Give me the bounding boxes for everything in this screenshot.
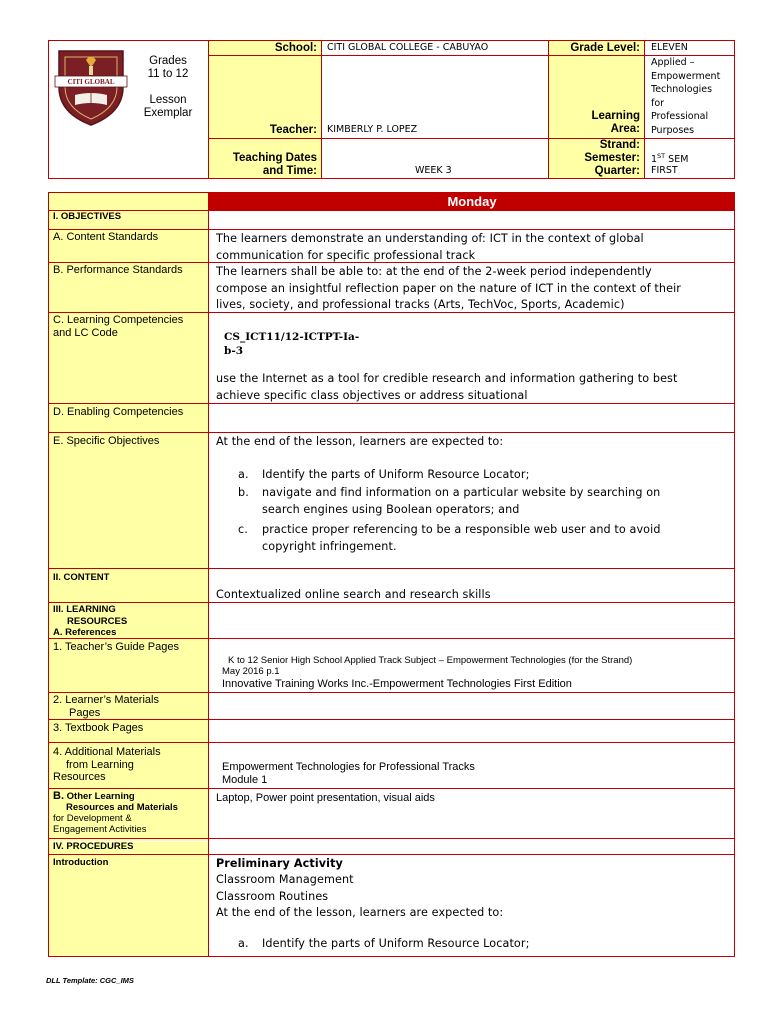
- teachers-guide-text-1: K to 12 Senior High School Applied Track Subject – Empowerment Technologies (for the Strand): [228, 655, 633, 666]
- teacher-label: Teacher:: [269, 124, 317, 136]
- teaching-dates-label: Teaching Dates and Time:: [232, 152, 317, 177]
- competencies-text: use the Internet as a tool for credible research and information gathering to best achieve specific class objectives or address situational: [216, 372, 678, 402]
- lc-code: CS_ICT11/12-ICTPT-Ia- b-3: [224, 331, 360, 357]
- additional-materials-text: Empowerment Technologies for Professional Tracks Module 1: [222, 761, 475, 786]
- competencies-label: C. Learning Competencies and LC Code: [53, 314, 184, 339]
- performance-standards-label: B. Performance Standards: [53, 264, 183, 276]
- label-column: [49, 193, 208, 841]
- introduction-lines: Classroom Management Classroom Routines At the end of the lesson, learners are expected to:: [216, 873, 504, 919]
- teacher-value: KIMBERLY P. LOPEZ: [327, 124, 418, 135]
- day-header-text: Monday: [447, 194, 497, 209]
- school-value: CITI GLOBAL COLLEGE - CABUYAO: [327, 42, 489, 53]
- specific-item-b: navigate and find information on a particular website by searching on search engines using Boolean operators; and: [262, 486, 661, 516]
- learners-materials-label: 2. Learner’s Materials Pages: [53, 694, 159, 719]
- additional-materials-label: 4. Additional Materials from Learning Resources: [53, 746, 161, 783]
- learning-area-label: Learning Area:: [591, 110, 640, 135]
- teachers-guide-label: 1. Teacher’s Guide Pages: [53, 641, 179, 653]
- introduction-title: Preliminary Activity: [216, 857, 343, 870]
- content-text: Contextualized online search and research skills: [216, 588, 491, 601]
- teachers-guide-text-3: Innovative Training Works Inc.-Empowerment Technologies First Edition: [222, 678, 572, 690]
- textbook-pages-label: 3. Textbook Pages: [53, 722, 144, 734]
- enabling-competencies-label: D. Enabling Competencies: [53, 406, 184, 418]
- specific-item-a: Identify the parts of Uniform Resource Locator;: [262, 468, 530, 481]
- objectives-heading: I. OBJECTIVES: [53, 211, 122, 222]
- semester-label: Semester:: [584, 152, 640, 164]
- specific-item-c-marker: c.: [238, 523, 248, 536]
- resources-heading: III. LEARNING RESOURCES A. References: [53, 604, 128, 638]
- introduction-label: Introduction: [53, 857, 109, 868]
- grade-level-label: Grade Level:: [570, 42, 640, 54]
- school-label: School:: [274, 42, 317, 54]
- teaching-dates-value: WEEK 3: [415, 165, 452, 176]
- school-logo: [53, 47, 129, 127]
- introduction-item: Identify the parts of Uniform Resource Locator;: [262, 937, 530, 950]
- other-resources-text: Laptop, Power point presentation, visual aids: [216, 792, 435, 804]
- semester-value: 1ST SEM: [651, 152, 689, 165]
- specific-item-a-marker: a.: [238, 468, 249, 481]
- specific-objectives-label: E. Specific Objectives: [53, 435, 160, 447]
- grades-label: Grades 11 to 12: [147, 55, 189, 80]
- grade-level-value: ELEVEN: [651, 42, 688, 53]
- strand-label: Strand:: [599, 139, 640, 151]
- other-resources-label: B. Other Learning Resources and Materials for Development & Engagement Activities: [53, 790, 178, 835]
- quarter-value: FIRST: [651, 165, 678, 176]
- content-standards-label: A. Content Standards: [53, 231, 159, 243]
- quarter-label: Quarter:: [594, 165, 640, 177]
- learning-area-value: Applied – Empowerment Technologies for Professional Purposes: [651, 57, 721, 136]
- lesson-exemplar-label: Lesson Exemplar: [143, 94, 193, 119]
- logo-text: CITI GLOBAL COLLEGE: [67, 78, 115, 94]
- procedures-heading: IV. PROCEDURES: [53, 841, 134, 852]
- specific-objectives-intro: At the end of the lesson, learners are expected to:: [216, 435, 504, 448]
- specific-item-c: practice proper referencing to be a responsible web user and to avoid copyright infringement.: [262, 523, 661, 553]
- specific-item-b-marker: b.: [238, 486, 249, 499]
- footer-template-label: DLL Template: CGC_IMS: [46, 976, 134, 985]
- content-standards-text: The learners demonstrate an understanding of: ICT in the context of global communication for specific professional track: [216, 232, 644, 262]
- content-heading: II. CONTENT: [53, 572, 110, 583]
- performance-standards-text: The learners shall be able to: at the end of the 2-week period independently compose an insightful reflection paper on the nature of ICT in the context of their lives, society, and professional tracks (Arts, TechVoc, Sports, Academic): [216, 265, 681, 311]
- teachers-guide-text-2: May 2016 p.1: [222, 666, 280, 677]
- introduction-item-marker: a.: [238, 937, 249, 950]
